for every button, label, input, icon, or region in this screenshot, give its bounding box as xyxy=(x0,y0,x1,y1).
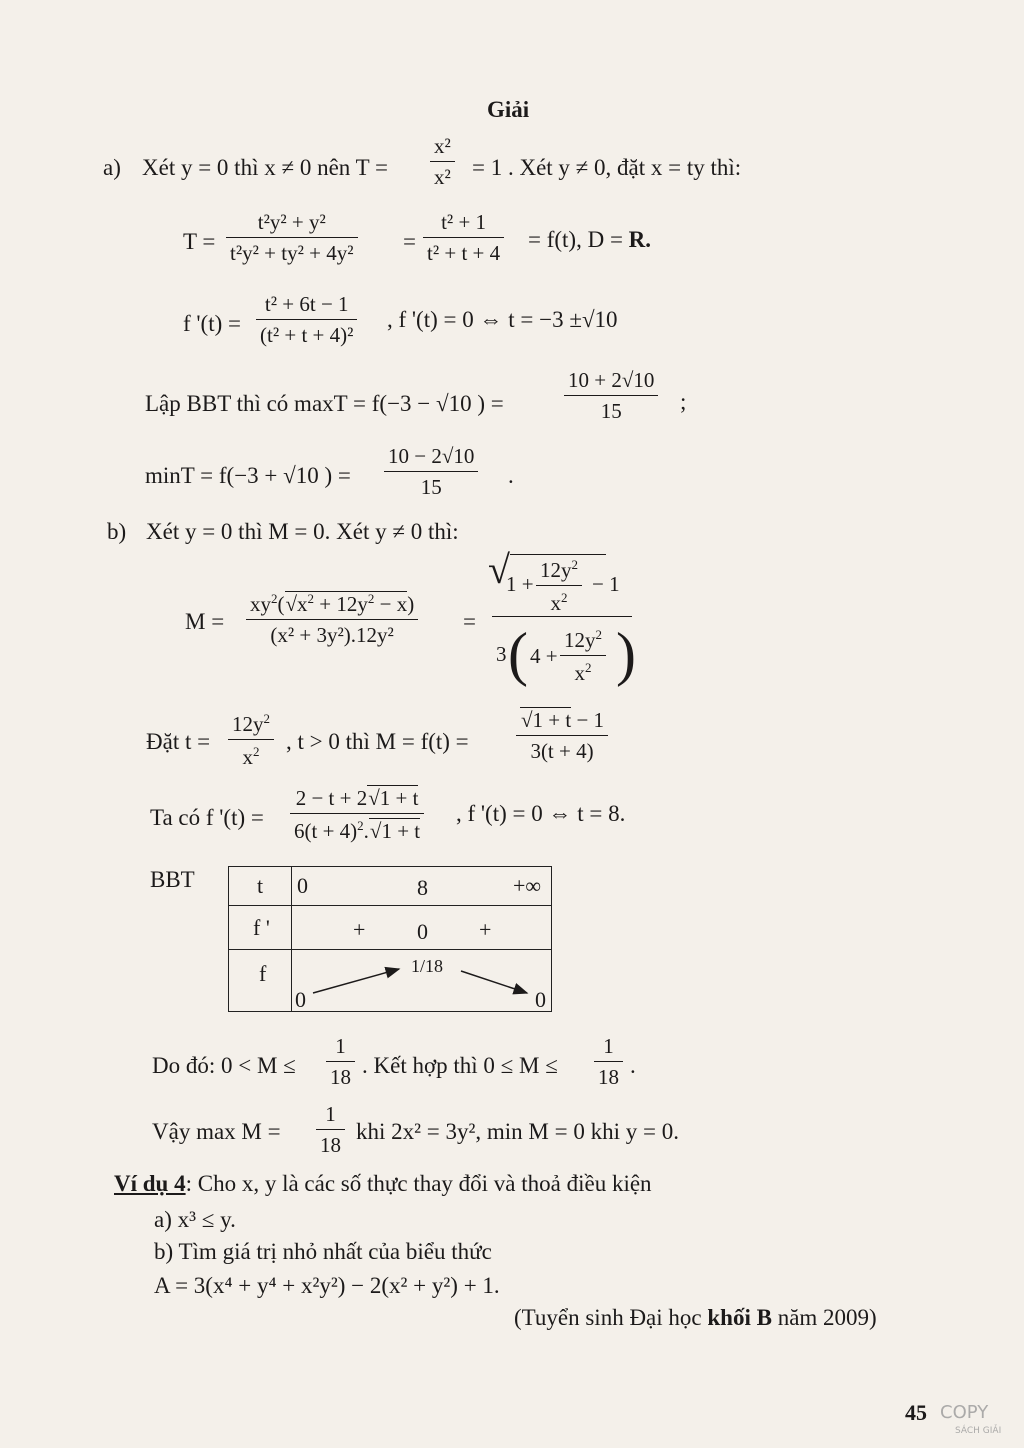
frac-num: $xy^2(√x^2 + 12y^2 - x)$ xyxy=(246,592,418,620)
T-domain: R. xyxy=(628,227,652,252)
sqrt-sign: √ xyxy=(488,547,510,592)
frac-num: t²y² + y² xyxy=(226,212,358,238)
fp-a-frac xyxy=(256,294,357,346)
frac-num: √1 + t − 1 xyxy=(516,710,608,736)
bbt-t-inf: +∞ xyxy=(513,873,542,898)
minus-one: − 1 xyxy=(592,572,620,596)
part-a-intro-lhs: Xét y = 0 thì x ≠ 0 nên T = xyxy=(142,155,388,180)
frac-num: $12y^2$ xyxy=(536,558,582,586)
bbt-fp-plus1: + xyxy=(353,917,366,942)
example4-b: b) Tìm giá trị nhỏ nhất của biểu thức xyxy=(154,1239,492,1264)
maxT-rhs: ; xyxy=(680,389,687,414)
t-def-mid: , t > 0 thì M = f(t) = xyxy=(286,729,469,754)
bbt-arrows xyxy=(229,867,551,1011)
frac-den: 3(t + 4) xyxy=(530,739,594,763)
t-def-frac2 xyxy=(516,710,608,762)
do-do-frac2 xyxy=(594,1036,623,1088)
bbt-fp-zero: 0 xyxy=(417,919,428,944)
frac-den: 15 xyxy=(420,475,442,499)
M-lhs: M = xyxy=(185,609,225,634)
vay-lhs: Vậy max M = xyxy=(152,1119,281,1144)
maxT-frac xyxy=(564,370,658,422)
bbt-t-0: 0 xyxy=(297,873,308,898)
vay-rhs: khi 2x² = 3y², min M = 0 khi y = 0. xyxy=(356,1119,679,1144)
bbt-t-8: 8 xyxy=(417,875,428,900)
frac-den: $x^2$ xyxy=(574,660,592,685)
right-paren: ) xyxy=(616,621,636,687)
part-a-intro-rhs: = 1 . Xét y ≠ 0, đặt x = ty thì: xyxy=(472,155,742,180)
part-b-intro: Xét y = 0 thì M = 0. Xét y ≠ 0 thì: xyxy=(146,519,459,544)
frac-den: 18 xyxy=(320,1133,341,1157)
M-frac2-bar xyxy=(492,616,632,617)
fp-b-frac xyxy=(290,788,424,842)
bbt-f-label: f xyxy=(259,961,267,986)
frac-num: $12y^2$ xyxy=(228,712,274,740)
do-do-mid: . Kết hợp thì 0 ≤ M ≤ xyxy=(362,1053,558,1078)
source-pre: (Tuyển sinh Đại học xyxy=(514,1305,708,1330)
watermark: COPY xyxy=(940,1402,989,1423)
inner-frac xyxy=(536,558,582,614)
example4-line xyxy=(114,1172,652,1195)
heading: Giải xyxy=(487,97,530,122)
do-do-lhs: Do đó: 0 < M ≤ xyxy=(152,1053,296,1078)
do-do-frac1 xyxy=(326,1036,355,1088)
frac-num: 10 + 2√10 xyxy=(564,370,658,396)
frac-num: t² + 6t − 1 xyxy=(256,294,357,320)
frac-den: x² xyxy=(434,165,451,189)
frac-den: t² + t + 4 xyxy=(427,241,501,265)
inner-frac-2 xyxy=(560,628,606,684)
arrow-down xyxy=(461,971,527,993)
t-def-lhs: Đặt t = xyxy=(146,729,211,754)
minT-lhs: minT = f(−3 + √10 ) = xyxy=(145,463,351,488)
frac-num: 1 xyxy=(316,1104,345,1130)
T-frac2 xyxy=(423,212,504,264)
source-bold: khối B xyxy=(707,1305,772,1330)
frac-den: 18 xyxy=(598,1065,619,1089)
fp-b-lhs: Ta có f '(t) = xyxy=(150,805,264,830)
frac-den: t²y² + ty² + 4y² xyxy=(230,241,354,265)
bbt-fp-plus2: + xyxy=(479,917,492,942)
t-def-frac xyxy=(228,712,274,768)
page-number: 45 xyxy=(905,1400,927,1425)
frac-den: 18 xyxy=(330,1065,351,1089)
do-do-rhs: . xyxy=(630,1053,636,1078)
fp-a-rhs: , f '(t) = 0 ⇔ t = −3 ±√10 xyxy=(387,307,618,332)
frac-den: 15 xyxy=(600,399,622,423)
sqrt-bar xyxy=(510,554,606,555)
frac-num: 2 − t + 2√1 + t xyxy=(290,788,424,814)
bbt-label: BBT xyxy=(150,867,195,892)
source-post: năm 2009) xyxy=(771,1305,877,1330)
frac-den: (t² + t + 4)² xyxy=(260,323,354,347)
M-eq: = xyxy=(463,609,476,634)
T-rhs-text: = f(t), D = xyxy=(528,227,629,252)
bbt-f-start: 0 xyxy=(295,987,306,1012)
T-lhs: T = xyxy=(183,229,216,254)
frac-den: (x² + 3y²).12y² xyxy=(270,623,394,647)
four-plus: 4 + xyxy=(530,644,558,668)
frac-num: 10 − 2√10 xyxy=(384,446,478,472)
T-rhs xyxy=(528,228,651,251)
fp-b-rhs: , f '(t) = 0 ⇔ t = 8. xyxy=(456,801,626,826)
minT-frac xyxy=(384,446,478,498)
part-a-label: a) xyxy=(103,155,121,180)
example4-title: Ví dụ 4 xyxy=(114,1171,186,1196)
bbt-t-label: t xyxy=(257,873,264,898)
example4-formula: A = 3(x⁴ + y⁴ + x²y²) − 2(x² + y²) + 1. xyxy=(154,1273,500,1298)
bbt-f-peak: 1/18 xyxy=(411,956,444,976)
example4-source xyxy=(514,1306,877,1329)
three: 3 xyxy=(496,642,507,666)
part-b-label: b) xyxy=(107,519,127,544)
one-plus: 1 + xyxy=(506,572,534,596)
frac-num: 1 xyxy=(594,1036,623,1062)
example4-title-rest: : Cho x, y là các số thực thay đổi và thoả điều kiện xyxy=(185,1171,652,1196)
bbt-fp-label: f ' xyxy=(253,915,270,940)
left-paren: ( xyxy=(508,621,528,687)
example4-a: a) x³ ≤ y. xyxy=(154,1207,236,1232)
bbt-table xyxy=(228,866,552,1012)
M-frac1 xyxy=(246,592,418,646)
T-eq: = xyxy=(403,229,416,254)
frac-den: $x^2$ xyxy=(242,744,260,769)
minT-rhs: . xyxy=(508,463,514,488)
T-frac1 xyxy=(226,212,358,264)
M-frac2 xyxy=(484,548,634,698)
frac-num: x² xyxy=(430,136,455,162)
M-frac2-den xyxy=(492,621,636,692)
frac-num: $12y^2$ xyxy=(560,628,606,656)
fp-a-lhs: f '(t) = xyxy=(183,311,241,336)
frac-den: $6(t + 4)^2.√1 + t$ xyxy=(294,818,421,843)
frac-num: 1 xyxy=(326,1036,355,1062)
M-frac2-num xyxy=(484,548,634,614)
vay-frac xyxy=(316,1104,345,1156)
bbt-f-end: 0 xyxy=(535,987,546,1012)
part-a-intro-frac xyxy=(430,136,455,188)
maxT-lhs: Lập BBT thì có maxT = f(−3 − √10 ) = xyxy=(145,391,504,416)
watermark-sub: SÁCH GIẢI xyxy=(955,1426,1002,1436)
frac-num: t² + 1 xyxy=(423,212,504,238)
frac-den: $x^2$ xyxy=(550,590,568,615)
arrow-up xyxy=(313,969,399,993)
